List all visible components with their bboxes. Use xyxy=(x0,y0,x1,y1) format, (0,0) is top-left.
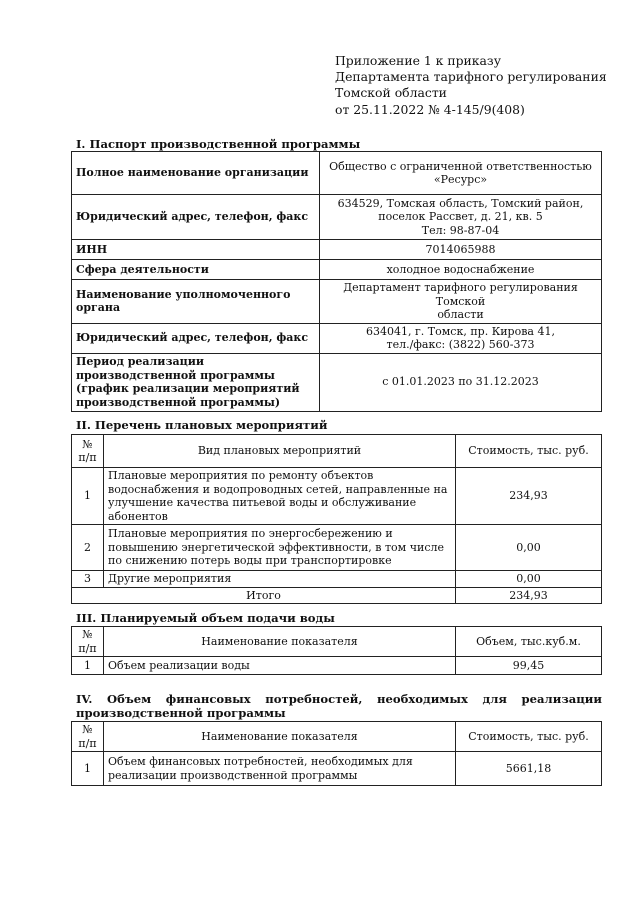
section-4-title: IV. Объем финансовых потребностей, необходимых для реализации производственной программы xyxy=(76,692,602,720)
order-appendix-header xyxy=(335,53,625,118)
row-name: Плановые мероприятия по ремонту объектов водоснабжения и водопроводных сетей, направленные на улучшение качества питьевой воды и обслуживание абонентов xyxy=(104,468,456,525)
row-label: Период реализации производственной программы (график реализации мероприятий производственной программы) xyxy=(72,353,320,411)
col-header-name: Наименование показателя xyxy=(104,627,456,657)
value-line: тел./факс: (3822) 560-373 xyxy=(386,338,535,351)
col-header-cost: Стоимость, тыс. руб. xyxy=(456,722,602,752)
table-row xyxy=(72,260,602,280)
row-value xyxy=(320,152,602,195)
header-line-4: от 25.11.2022 № 4-145/9(408) xyxy=(335,101,525,117)
col-header-cost: Стоимость, тыс. руб. xyxy=(456,435,602,468)
row-num: 1 xyxy=(72,752,104,786)
table-row xyxy=(72,657,602,675)
row-name: Объем реализации воды xyxy=(104,657,456,675)
col-header-num: № п/п xyxy=(72,722,104,752)
row-name: Объем финансовых потребностей, необходимых для реализации производственной программы xyxy=(104,752,456,786)
header-line-1: Приложение 1 к приказу xyxy=(335,53,501,68)
table-row xyxy=(72,280,602,324)
row-label: Полное наименование организации xyxy=(72,152,320,195)
row-value: с 01.01.2023 по 31.12.2023 xyxy=(320,353,602,411)
row-value xyxy=(320,195,602,240)
table-total-row xyxy=(72,587,602,604)
row-cost: 234,93 xyxy=(456,468,602,525)
header-line-2: Департамента тарифного регулирования xyxy=(335,69,607,85)
table-row xyxy=(72,571,602,588)
row-num: 3 xyxy=(72,571,104,588)
value-line: «Ресурс» xyxy=(433,173,488,186)
table-row xyxy=(72,195,602,240)
value-line: Общество с ограниченной ответственностью xyxy=(329,159,592,173)
row-num: 1 xyxy=(72,657,104,675)
row-label: Сфера деятельности xyxy=(72,260,320,280)
table-row xyxy=(72,323,602,353)
value-line: Тел: 98-87-04 xyxy=(421,223,500,237)
table-row xyxy=(72,468,602,525)
row-value xyxy=(320,280,602,324)
value-line: поселок Рассвет, д. 21, кв. 5 xyxy=(378,210,543,224)
financial-needs-table xyxy=(71,721,602,786)
row-label: ИНН xyxy=(72,240,320,260)
water-supply-table xyxy=(71,626,602,675)
table-row xyxy=(72,152,602,195)
row-label: Юридический адрес, телефон, факс xyxy=(72,323,320,353)
row-cost: 5661,18 xyxy=(456,752,602,786)
value-line: области xyxy=(437,308,484,321)
row-cost: 0,00 xyxy=(456,525,602,571)
section-3-title: III. Планируемый объем подачи воды xyxy=(76,611,335,625)
table-header-row xyxy=(72,627,602,657)
row-label: Юридический адрес, телефон, факс xyxy=(72,195,320,240)
table-row xyxy=(72,752,602,786)
row-name: Плановые мероприятия по энергосбережению и повышению энергетической эффективности, в том числе по снижению потерь воды при транспортировке xyxy=(104,525,456,571)
table-header-row xyxy=(72,722,602,752)
table-header-row xyxy=(72,435,602,468)
row-cost: 0,00 xyxy=(456,571,602,588)
value-line: 634529, Томская область, Томский район, xyxy=(337,196,584,210)
col-header-num: № п/п xyxy=(72,435,104,468)
col-header-num: № п/п xyxy=(72,627,104,657)
col-header-name: Вид плановых мероприятий xyxy=(104,435,456,468)
row-num: 1 xyxy=(72,468,104,525)
passport-table xyxy=(71,151,602,412)
table-row xyxy=(72,240,602,260)
total-label: Итого xyxy=(72,587,456,604)
section-1-title: I. Паспорт производственной программы xyxy=(76,137,361,151)
section-2-title: II. Перечень плановых мероприятий xyxy=(76,418,328,432)
col-header-name: Наименование показателя xyxy=(104,722,456,752)
row-num: 2 xyxy=(72,525,104,571)
row-name: Другие мероприятия xyxy=(104,571,456,588)
value-line: Департамент тарифного регулирования Томской xyxy=(343,281,578,308)
row-value: холодное водоснабжение xyxy=(320,260,602,280)
value-line: 634041, г. Томск, пр. Кирова 41, xyxy=(366,324,555,338)
planned-measures-table xyxy=(71,434,602,604)
row-value: 99,45 xyxy=(456,657,602,675)
table-row xyxy=(72,525,602,571)
row-value: 7014065988 xyxy=(320,240,602,260)
header-line-3: Томской области xyxy=(335,85,447,101)
row-label: Наименование уполномоченного органа xyxy=(72,280,320,324)
col-header-value: Объем, тыс.куб.м. xyxy=(456,627,602,657)
total-value: 234,93 xyxy=(456,587,602,604)
row-value xyxy=(320,323,602,353)
table-row xyxy=(72,353,602,411)
